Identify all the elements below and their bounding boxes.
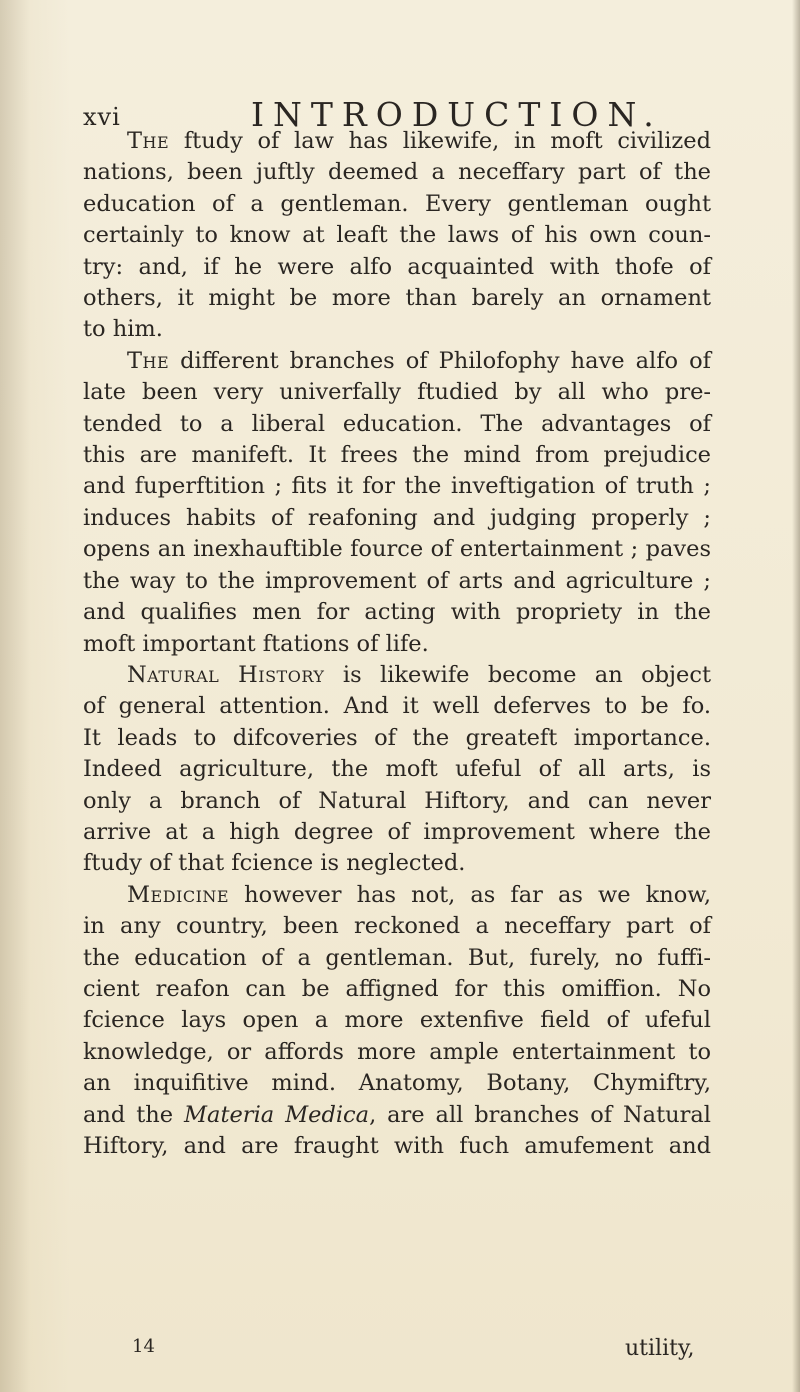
text-line: induces habits of reafoning and judging properly ; <box>83 504 711 531</box>
text-line: of general attention. And it well deferves to be fo. <box>83 693 711 720</box>
text-line: certainly to know at leaft the laws of his own coun- <box>83 222 711 249</box>
text-line: and fuperftition ; fits it for the inveftigation of truth ; <box>83 473 711 500</box>
paragraph-law <box>83 126 711 346</box>
page-number: xvi <box>83 103 121 131</box>
body-text <box>83 126 711 1162</box>
text-line: others, it might be more than barely an ornament <box>83 285 711 312</box>
running-head-title: INTRODUCTION. <box>251 95 663 134</box>
text-line: in any country, been reckoned a neceffary part of <box>83 913 711 940</box>
text-line: late been very univerfally ftudied by all who pre- <box>83 379 711 406</box>
text-line-last: moft important ftations of life. <box>83 630 429 657</box>
text-line-last: ftudy of that fcience is neglected. <box>83 850 466 877</box>
text-line: Medicine however has not, as far as we know, <box>127 881 711 908</box>
paragraph-natural-history <box>83 660 711 880</box>
signature-mark: 14 <box>132 1336 155 1357</box>
paragraph-philosophy <box>83 346 711 660</box>
text-line: only a branch of Natural Hiftory, and can never <box>83 787 711 814</box>
text-line-last: to him. <box>83 316 163 343</box>
text-line: this are manifeft. It frees the mind from prejudice <box>83 442 711 469</box>
text-line: and the Materia Medica, are all branches of Natural <box>83 1101 711 1128</box>
text-line: Indeed agriculture, the moft ufeful of all arts, is <box>83 756 711 783</box>
paragraph-medicine <box>83 880 711 1163</box>
text-line: arrive at a high degree of improvement where the <box>83 818 711 845</box>
text-line: opens an inexhauftible fource of entertainment ; paves <box>83 536 711 563</box>
text-line: the way to the improvement of arts and agriculture ; <box>83 567 711 594</box>
text-line: Natural History is likewife become an object <box>127 661 711 688</box>
page-edge-shadow <box>792 0 800 1392</box>
text-line: tended to a liberal education. The advantages of <box>83 410 711 437</box>
text-line: fcience lays open a more extenfive field of ufeful <box>83 1007 711 1034</box>
text-line: It leads to difcoveries of the greateft importance. <box>83 724 711 751</box>
catchword: utility, <box>625 1336 695 1361</box>
paragraph-lead: The <box>127 347 170 374</box>
text-line: the education of a gentleman. But, furely, no fuffi- <box>83 944 711 971</box>
text-line: Hiftory, and are fraught with fuch amufement and <box>83 1133 711 1159</box>
paragraph-lead: Medicine <box>127 881 230 908</box>
text-line: nations, been juftly deemed a neceffary part of the <box>83 159 711 186</box>
paragraph-lead: The <box>127 128 170 154</box>
text-line: and qualifies men for acting with propriety in the <box>83 599 711 626</box>
text-line: an inquifitive mind. Anatomy, Botany, Chymiftry, <box>83 1070 711 1097</box>
text-line: knowledge, or affords more ample entertainment to <box>83 1038 711 1065</box>
text-line: The different branches of Philofophy have alfo of <box>127 347 711 374</box>
text-line: try: and, if he were alfo acquainted with thofe of <box>83 253 711 280</box>
italic-term: Materia Medica <box>184 1101 370 1128</box>
text-line: cient reafon can be affigned for this omiffion. No <box>83 975 711 1002</box>
text-line: education of a gentleman. Every gentleman ought <box>83 190 711 217</box>
paragraph-lead: Natural History <box>127 661 325 688</box>
text-line: The ftudy of law has likewife, in moft civilized <box>127 128 711 154</box>
